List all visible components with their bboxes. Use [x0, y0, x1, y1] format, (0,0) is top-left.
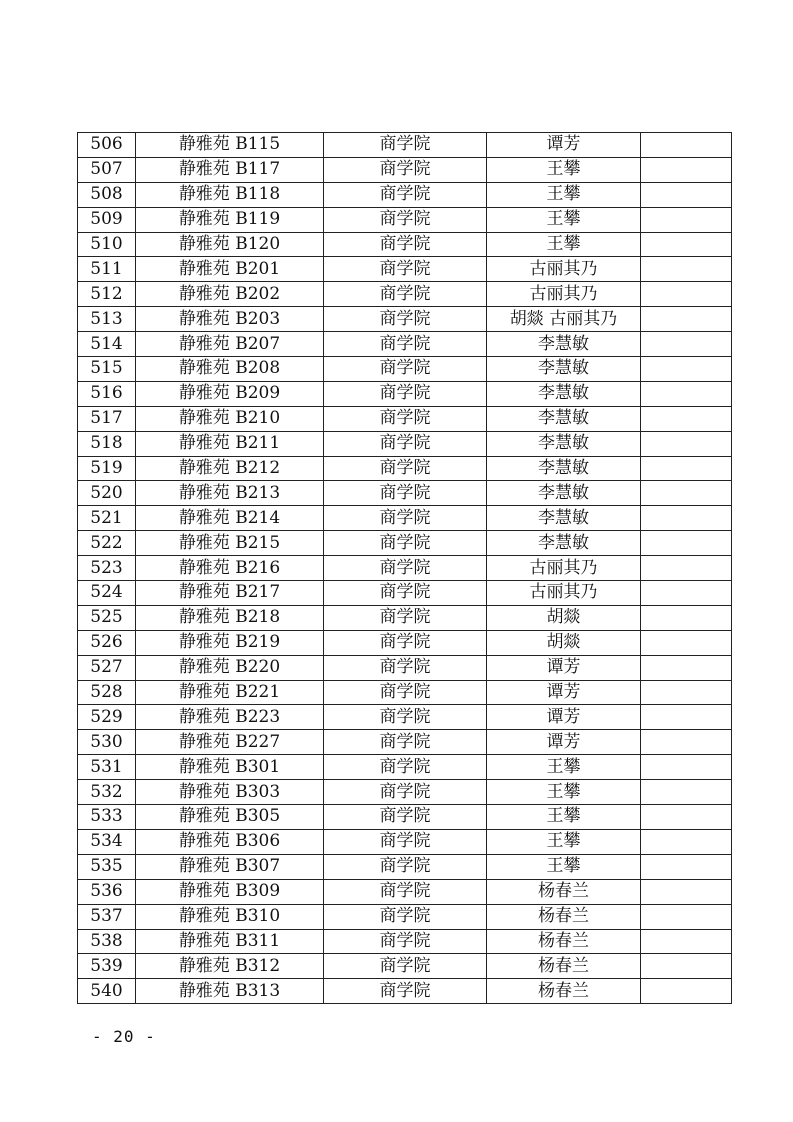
row-number-cell: 534 [78, 829, 136, 854]
table-row [78, 556, 732, 581]
department-cell: 商学院 [324, 755, 487, 780]
row-number-cell: 525 [78, 605, 136, 630]
note-cell [641, 680, 732, 705]
row-number-cell: 520 [78, 481, 136, 506]
person-in-charge-cell: 王攀 [487, 182, 641, 207]
room-cell: 静雅苑 B307 [136, 854, 324, 879]
page-number: - 20 - [92, 1027, 156, 1046]
row-number-cell: 517 [78, 406, 136, 431]
row-number-cell: 507 [78, 157, 136, 182]
note-cell [641, 506, 732, 531]
row-number-cell: 526 [78, 630, 136, 655]
note-cell [641, 780, 732, 805]
room-cell: 静雅苑 B220 [136, 655, 324, 680]
person-in-charge-cell: 古丽其乃 [487, 556, 641, 581]
row-number-cell: 523 [78, 556, 136, 581]
table-row [78, 456, 732, 481]
note-cell [641, 979, 732, 1004]
room-cell: 静雅苑 B312 [136, 954, 324, 979]
table-row [78, 381, 732, 406]
department-cell: 商学院 [324, 829, 487, 854]
room-cell: 静雅苑 B120 [136, 232, 324, 257]
note-cell [641, 332, 732, 357]
table-row [78, 630, 732, 655]
department-cell: 商学院 [324, 954, 487, 979]
table-row [78, 979, 732, 1004]
department-cell: 商学院 [324, 705, 487, 730]
person-in-charge-cell: 李慧敏 [487, 531, 641, 556]
row-number-cell: 519 [78, 456, 136, 481]
person-in-charge-cell: 王攀 [487, 780, 641, 805]
room-cell: 静雅苑 B218 [136, 605, 324, 630]
row-number-cell: 527 [78, 655, 136, 680]
table-row [78, 431, 732, 456]
person-in-charge-cell: 王攀 [487, 207, 641, 232]
person-in-charge-cell: 杨春兰 [487, 979, 641, 1004]
table-row [78, 481, 732, 506]
department-cell: 商学院 [324, 431, 487, 456]
note-cell [641, 605, 732, 630]
room-cell: 静雅苑 B212 [136, 456, 324, 481]
note-cell [641, 829, 732, 854]
row-number-cell: 529 [78, 705, 136, 730]
table-row [78, 406, 732, 431]
row-number-cell: 515 [78, 357, 136, 382]
note-cell [641, 904, 732, 929]
department-cell: 商学院 [324, 730, 487, 755]
person-in-charge-cell: 李慧敏 [487, 506, 641, 531]
note-cell [641, 207, 732, 232]
department-cell: 商学院 [324, 257, 487, 282]
table-row [78, 506, 732, 531]
row-number-cell: 522 [78, 531, 136, 556]
person-in-charge-cell: 李慧敏 [487, 381, 641, 406]
room-cell: 静雅苑 B213 [136, 481, 324, 506]
room-cell: 静雅苑 B119 [136, 207, 324, 232]
person-in-charge-cell: 王攀 [487, 805, 641, 830]
note-cell [641, 431, 732, 456]
person-in-charge-cell: 胡燚 [487, 605, 641, 630]
note-cell [641, 805, 732, 830]
room-cell: 静雅苑 B203 [136, 307, 324, 332]
department-cell: 商学院 [324, 157, 487, 182]
person-in-charge-cell: 王攀 [487, 829, 641, 854]
table-row [78, 332, 732, 357]
row-number-cell: 513 [78, 307, 136, 332]
person-in-charge-cell: 李慧敏 [487, 481, 641, 506]
room-cell: 静雅苑 B208 [136, 357, 324, 382]
room-cell: 静雅苑 B311 [136, 929, 324, 954]
room-cell: 静雅苑 B202 [136, 282, 324, 307]
person-in-charge-cell: 李慧敏 [487, 456, 641, 481]
note-cell [641, 879, 732, 904]
row-number-cell: 537 [78, 904, 136, 929]
department-cell: 商学院 [324, 805, 487, 830]
note-cell [641, 157, 732, 182]
table-row [78, 780, 732, 805]
table-row [78, 232, 732, 257]
row-number-cell: 533 [78, 805, 136, 830]
room-cell: 静雅苑 B310 [136, 904, 324, 929]
department-cell: 商学院 [324, 655, 487, 680]
person-in-charge-cell: 杨春兰 [487, 954, 641, 979]
table-row [78, 282, 732, 307]
person-in-charge-cell: 胡燚 [487, 630, 641, 655]
row-number-cell: 538 [78, 929, 136, 954]
person-in-charge-cell: 谭芳 [487, 133, 641, 158]
table-row [78, 357, 732, 382]
department-cell: 商学院 [324, 630, 487, 655]
row-number-cell: 532 [78, 780, 136, 805]
room-cell: 静雅苑 B118 [136, 182, 324, 207]
room-cell: 静雅苑 B223 [136, 705, 324, 730]
table-row [78, 805, 732, 830]
row-number-cell: 518 [78, 431, 136, 456]
table-row [78, 605, 732, 630]
department-cell: 商学院 [324, 854, 487, 879]
person-in-charge-cell: 谭芳 [487, 680, 641, 705]
person-in-charge-cell: 古丽其乃 [487, 581, 641, 606]
note-cell [641, 655, 732, 680]
note-cell [641, 854, 732, 879]
room-cell: 静雅苑 B215 [136, 531, 324, 556]
table-row [78, 755, 732, 780]
person-in-charge-cell: 李慧敏 [487, 357, 641, 382]
row-number-cell: 521 [78, 506, 136, 531]
department-cell: 商学院 [324, 979, 487, 1004]
note-cell [641, 556, 732, 581]
person-in-charge-cell: 王攀 [487, 854, 641, 879]
room-cell: 静雅苑 B209 [136, 381, 324, 406]
row-number-cell: 506 [78, 133, 136, 158]
row-number-cell: 536 [78, 879, 136, 904]
department-cell: 商学院 [324, 929, 487, 954]
table-row [78, 730, 732, 755]
person-in-charge-cell: 李慧敏 [487, 332, 641, 357]
row-number-cell: 511 [78, 257, 136, 282]
department-cell: 商学院 [324, 207, 487, 232]
table-row [78, 531, 732, 556]
table-row [78, 257, 732, 282]
room-cell: 静雅苑 B117 [136, 157, 324, 182]
table-row [78, 182, 732, 207]
table-row [78, 133, 732, 158]
row-number-cell: 528 [78, 680, 136, 705]
row-number-cell: 509 [78, 207, 136, 232]
note-cell [641, 730, 732, 755]
department-cell: 商学院 [324, 605, 487, 630]
note-cell [641, 954, 732, 979]
department-cell: 商学院 [324, 282, 487, 307]
room-cell: 静雅苑 B309 [136, 879, 324, 904]
note-cell [641, 307, 732, 332]
row-number-cell: 510 [78, 232, 136, 257]
table-row [78, 829, 732, 854]
department-cell: 商学院 [324, 332, 487, 357]
dormitory-assignment-table [77, 132, 732, 1004]
department-cell: 商学院 [324, 780, 487, 805]
room-cell: 静雅苑 B305 [136, 805, 324, 830]
room-cell: 静雅苑 B214 [136, 506, 324, 531]
person-in-charge-cell: 谭芳 [487, 655, 641, 680]
table-row [78, 705, 732, 730]
table-row [78, 954, 732, 979]
row-number-cell: 516 [78, 381, 136, 406]
room-cell: 静雅苑 B115 [136, 133, 324, 158]
department-cell: 商学院 [324, 556, 487, 581]
note-cell [641, 481, 732, 506]
department-cell: 商学院 [324, 133, 487, 158]
row-number-cell: 540 [78, 979, 136, 1004]
department-cell: 商学院 [324, 182, 487, 207]
room-cell: 静雅苑 B306 [136, 829, 324, 854]
room-cell: 静雅苑 B303 [136, 780, 324, 805]
table-row [78, 307, 732, 332]
note-cell [641, 456, 732, 481]
table-row [78, 581, 732, 606]
table-row [78, 879, 732, 904]
room-cell: 静雅苑 B301 [136, 755, 324, 780]
room-cell: 静雅苑 B210 [136, 406, 324, 431]
row-number-cell: 512 [78, 282, 136, 307]
department-cell: 商学院 [324, 581, 487, 606]
table-row [78, 929, 732, 954]
table-row [78, 655, 732, 680]
row-number-cell: 530 [78, 730, 136, 755]
person-in-charge-cell: 胡燚 古丽其乃 [487, 307, 641, 332]
table-row [78, 680, 732, 705]
note-cell [641, 357, 732, 382]
table-row [78, 904, 732, 929]
room-cell: 静雅苑 B219 [136, 630, 324, 655]
note-cell [641, 630, 732, 655]
department-cell: 商学院 [324, 481, 487, 506]
note-cell [641, 381, 732, 406]
note-cell [641, 406, 732, 431]
row-number-cell: 531 [78, 755, 136, 780]
person-in-charge-cell: 杨春兰 [487, 929, 641, 954]
department-cell: 商学院 [324, 879, 487, 904]
note-cell [641, 929, 732, 954]
department-cell: 商学院 [324, 232, 487, 257]
note-cell [641, 182, 732, 207]
person-in-charge-cell: 李慧敏 [487, 406, 641, 431]
row-number-cell: 524 [78, 581, 136, 606]
person-in-charge-cell: 谭芳 [487, 705, 641, 730]
person-in-charge-cell: 王攀 [487, 157, 641, 182]
note-cell [641, 282, 732, 307]
room-cell: 静雅苑 B217 [136, 581, 324, 606]
department-cell: 商学院 [324, 406, 487, 431]
person-in-charge-cell: 古丽其乃 [487, 257, 641, 282]
person-in-charge-cell: 杨春兰 [487, 879, 641, 904]
room-cell: 静雅苑 B216 [136, 556, 324, 581]
department-cell: 商学院 [324, 357, 487, 382]
table-row [78, 157, 732, 182]
note-cell [641, 232, 732, 257]
person-in-charge-cell: 谭芳 [487, 730, 641, 755]
department-cell: 商学院 [324, 904, 487, 929]
department-cell: 商学院 [324, 506, 487, 531]
row-number-cell: 535 [78, 854, 136, 879]
department-cell: 商学院 [324, 456, 487, 481]
room-cell: 静雅苑 B227 [136, 730, 324, 755]
person-in-charge-cell: 杨春兰 [487, 904, 641, 929]
table-row [78, 854, 732, 879]
note-cell [641, 257, 732, 282]
department-cell: 商学院 [324, 381, 487, 406]
table-body [78, 133, 732, 1004]
room-cell: 静雅苑 B313 [136, 979, 324, 1004]
note-cell [641, 705, 732, 730]
department-cell: 商学院 [324, 307, 487, 332]
row-number-cell: 508 [78, 182, 136, 207]
room-cell: 静雅苑 B207 [136, 332, 324, 357]
room-cell: 静雅苑 B211 [136, 431, 324, 456]
person-in-charge-cell: 古丽其乃 [487, 282, 641, 307]
person-in-charge-cell: 李慧敏 [487, 431, 641, 456]
department-cell: 商学院 [324, 680, 487, 705]
table-row [78, 207, 732, 232]
room-cell: 静雅苑 B221 [136, 680, 324, 705]
note-cell [641, 133, 732, 158]
note-cell [641, 581, 732, 606]
row-number-cell: 539 [78, 954, 136, 979]
department-cell: 商学院 [324, 531, 487, 556]
note-cell [641, 755, 732, 780]
row-number-cell: 514 [78, 332, 136, 357]
person-in-charge-cell: 王攀 [487, 755, 641, 780]
note-cell [641, 531, 732, 556]
room-cell: 静雅苑 B201 [136, 257, 324, 282]
person-in-charge-cell: 王攀 [487, 232, 641, 257]
